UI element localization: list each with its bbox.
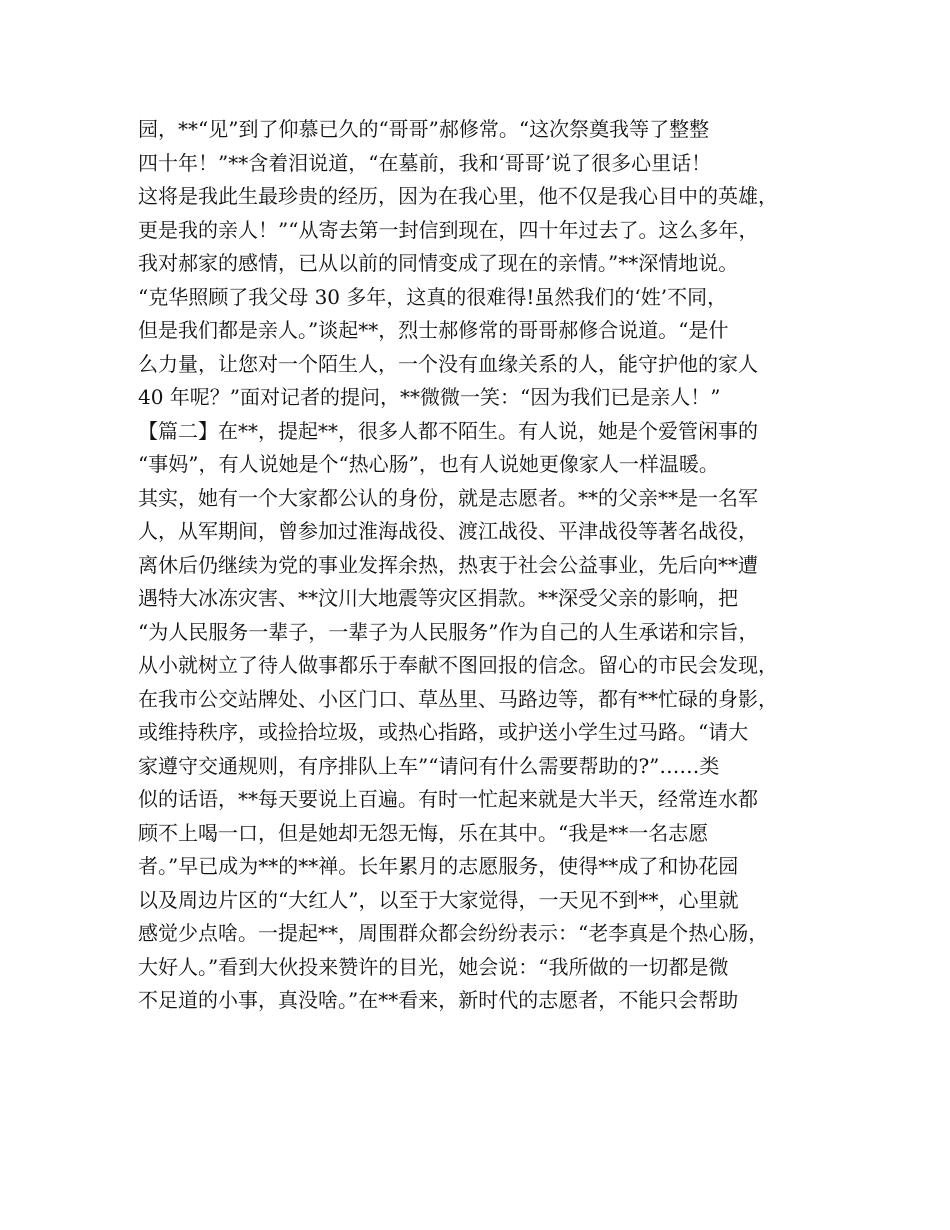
text-line: 园，**“见”到了仰慕已久的“哥哥”郝修常。“这次祭奠我等了整整	[138, 117, 710, 141]
text-line: 我对郝家的感情，已从以前的同情变成了现在的亲情。”**深情地说。	[138, 251, 739, 275]
text-line: 四十年！”**含着泪说道，“在墓前，我和‘哥哥’说了很多心里话！	[138, 150, 712, 175]
text-line: “为人民服务一辈子，一辈子为人民服务”作为自己的人生承诺和宗旨，	[138, 619, 759, 644]
text-line: “事妈”，有人说她是个“热心肠”，也有人说她更像家人一样温暖。	[138, 452, 719, 476]
text-line: 但是我们都是亲人。”谈起**，烈士郝修常的哥哥郝修合说道。“是什	[138, 318, 729, 342]
text-line: 或维持秩序，或捡拾垃圾，或热心指路，或护送小学生过马路。“请大	[138, 720, 749, 744]
text-line: 【篇二】在**，提起**，很多人都不陌生。有人说，她是个爱管闲事的	[138, 418, 758, 443]
text-line: 人，从军期间，曾参加过淮海战役、渡江战役、平津战役等著名战役，	[138, 519, 758, 543]
text-line: 么力量，让您对一个陌生人，一个没有血缘关系的人，能守护他的家人	[138, 351, 758, 376]
text-line: 离休后仍继续为党的事业发挥余热，热衷于社会公益事业，先后向**遭	[138, 552, 758, 577]
document-body	[138, 113, 828, 1018]
text-line: 在我市公交站牌处、小区门口、草丛里、马路边等，都有**忙碌的身影，	[138, 686, 778, 711]
text-line: 者。”早已成为**的**禅。长年累月的志愿服务，使得**成了和协花园	[138, 854, 739, 878]
text-line: 40 年呢？”面对记者的提问，**微微一笑：“因为我们已是亲人！”	[138, 385, 721, 409]
text-line: 遇特大冰冻灾害、**汶川大地震等灾区捐款。**深受父亲的影响，把	[138, 586, 738, 610]
text-line: 似的话语，**每天要说上百遍。有时一忙起来就是大半天，经常连水都	[138, 787, 758, 811]
text-line: “克华照顾了我父母 30 多年，这真的很难得!虽然我们的‘姓’不同，	[138, 284, 728, 309]
text-line: 其实，她有一个大家都公认的身份，就是志愿者。**的父亲**是一名军	[138, 485, 758, 510]
text-line: 更是我的亲人！”“从寄去第一封信到现在，四十年过去了。这么多年，	[138, 217, 759, 242]
text-line: 家遵守交通规则，有序排队上车”“请问有什么需要帮助的?”……类	[138, 753, 720, 778]
text-line: 以及周边片区的“大红人”，以至于大家觉得，一天见不到**，心里就	[138, 887, 739, 912]
text-line: 感觉少点啥。一提起**，周围群众都会纷纷表示：“老李真是个热心肠，	[138, 921, 769, 945]
text-line: 从小就树立了待人做事都乐于奉献不图回报的信念。留心的市民会发现，	[138, 653, 778, 677]
text-line: 不足道的小事，真没啥。”在**看来，新时代的志愿者，不能只会帮助	[138, 988, 739, 1012]
text-line: 顾不上喝一口，但是她却无怨无悔，乐在其中。“我是**一名志愿	[138, 820, 709, 845]
text-line: 这将是我此生最珍贵的经历，因为在我心里，他不仅是我心目中的英雄，	[138, 184, 778, 208]
text-line: 大好人。”看到大伙投来赞许的目光，她会说：“我所做的一切都是微	[138, 954, 729, 979]
